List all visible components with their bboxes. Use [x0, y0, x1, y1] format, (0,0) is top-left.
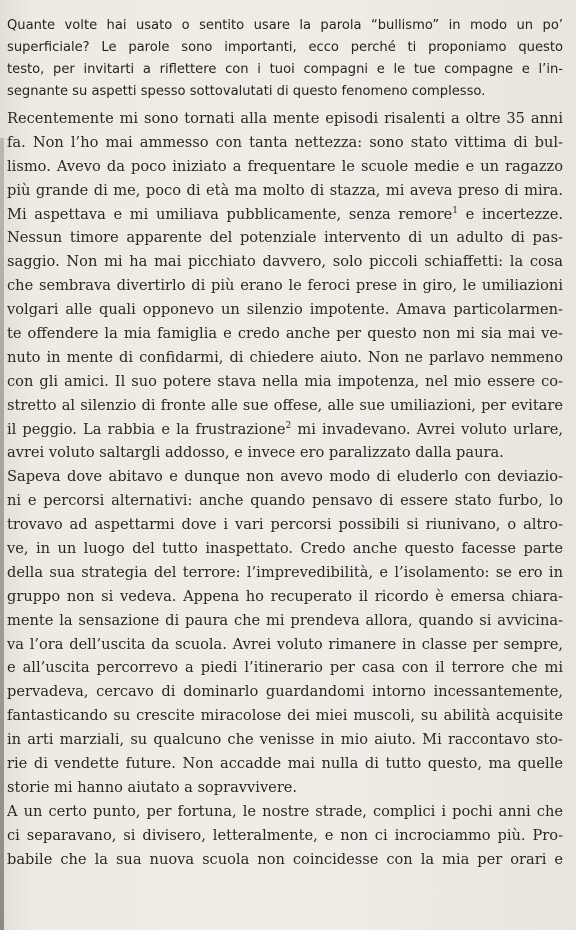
story-line: lismo. Avevo da poco iniziato a frequentare le scuole medie e un ragazzo [7, 157, 563, 175]
intro-line: segnante su aspetti spesso sottovalutati di questo fenomeno complesso. [7, 83, 486, 99]
story-line: ci separavano, si divisero, letteralmente, e non ci incrociammo più. Pro- [7, 826, 563, 844]
story-line: fantasticando su crescite miracolose dei miei muscoli, su abilità acquisite [7, 707, 563, 725]
story-line-part: Mi aspettava e mi umiliava pubblicamente, senza remore [7, 205, 453, 223]
intro-line: superficiale? Le parole sono importanti, ecco perché ti proponiamo questo [7, 40, 563, 56]
footnote-ref-1[interactable]: 1 [452, 205, 459, 216]
story-line: saggio. Non mi ha mai picchiato davvero, solo piccoli schiaffetti: la cosa [7, 253, 563, 271]
story-line: va l’ora dell’uscita da scuola. Avrei voluto rimanere in classe per sempre, [7, 635, 563, 653]
page-edge-shadow [0, 138, 4, 930]
story-text [7, 107, 563, 872]
story-line: ve, in un luogo del tutto inaspettato. Credo anche questo facesse parte [7, 540, 563, 558]
intro-paragraph [7, 14, 563, 103]
story-line: pervadeva, cercavo di dominarlo guardandomi intorno incessantemente, [7, 683, 563, 701]
story-line: mente la sensazione di paura che mi prendeva allora, quando si avvicina- [7, 611, 563, 629]
story-line: volgari alle quali opponevo un silenzio impotente. Amava particolarmen- [7, 301, 563, 319]
story-line: che sembrava divertirlo di più erano le feroci prese in giro, le umiliazioni [7, 277, 563, 295]
story-line-part: mi invadevano. Avrei voluto urlare, [291, 420, 563, 438]
footnote-ref-2[interactable]: 2 [285, 420, 292, 431]
story-line: gruppo non si vedeva. Appena ho recuperato il ricordo è emersa chiara- [7, 587, 563, 605]
story-line: stretto al silenzio di fronte alle sue offese, alle sue umiliazioni, per evitare [7, 396, 563, 414]
intro-line: testo, per invitarti a riflettere con i tuoi compagni e le tue compagne e l’in- [7, 62, 563, 78]
story-line: babile che la sua nuova scuola non coincidesse con la mia per orari e [7, 850, 563, 868]
story-line-part: il peggio. La rabbia e la frustrazione [7, 420, 286, 438]
story-line: della sua strategia del terrore: l’imprevedibilità, e l’isolamento: se ero in [7, 563, 563, 581]
story-line: fa. Non l’ho mai ammesso con tanta nettezza: sono stato vittima di bul- [7, 133, 563, 151]
story-line: A un certo punto, per fortuna, le nostre strade, complici i pochi anni che [7, 802, 563, 820]
intro-line: Quante volte hai usato o sentito usare la parola “bullismo” in modo un po’ [7, 18, 563, 33]
story-line: rie di vendette future. Non accadde mai nulla di tutto questo, ma quelle [7, 755, 563, 773]
story-line: ni e percorsi alternativi: anche quando pensavo di essere stato furbo, lo [7, 492, 563, 510]
story-line: in arti marziali, su qualcuno che venisse in mio aiuto. Mi raccontavo sto- [7, 731, 563, 749]
story-line-with-footnote [7, 418, 563, 442]
story-line: storie mi hanno aiutato a sopravvivere. [7, 778, 298, 796]
story-line: Recentemente mi sono tornati alla mente episodi risalenti a oltre 35 anni [7, 110, 563, 127]
story-line-part: e incertezze. [458, 205, 563, 223]
story-line-with-footnote [7, 203, 563, 227]
story-line: e all’uscita percorrevo a piedi l’itinerario per casa con il terrore che mi [7, 659, 563, 677]
story-line: più grande di me, poco di età ma molto di stazza, mi aveva preso di mira. [7, 181, 563, 199]
story-line: Nessun timore apparente del potenziale intervento di un adulto di pas- [7, 229, 563, 247]
story-line: avrei voluto saltargli addosso, e invece ero paralizzato dalla paura. [7, 444, 504, 462]
story-line: trovavo ad aspettarmi dove i vari percorsi possibili si riunivano, o altro- [7, 516, 563, 534]
story-line: nuto in mente di confidarmi, di chiedere aiuto. Non ne parlavo nemmeno [7, 348, 563, 366]
story-line: Sapeva dove abitavo e dunque non avevo modo di eluderlo con deviazio- [7, 468, 563, 486]
story-line: con gli amici. Il suo potere stava nella mia impotenza, nel mio essere co- [7, 372, 563, 390]
story-line: te offendere la mia famiglia e credo anche per questo non mi sia mai ve- [7, 325, 563, 343]
